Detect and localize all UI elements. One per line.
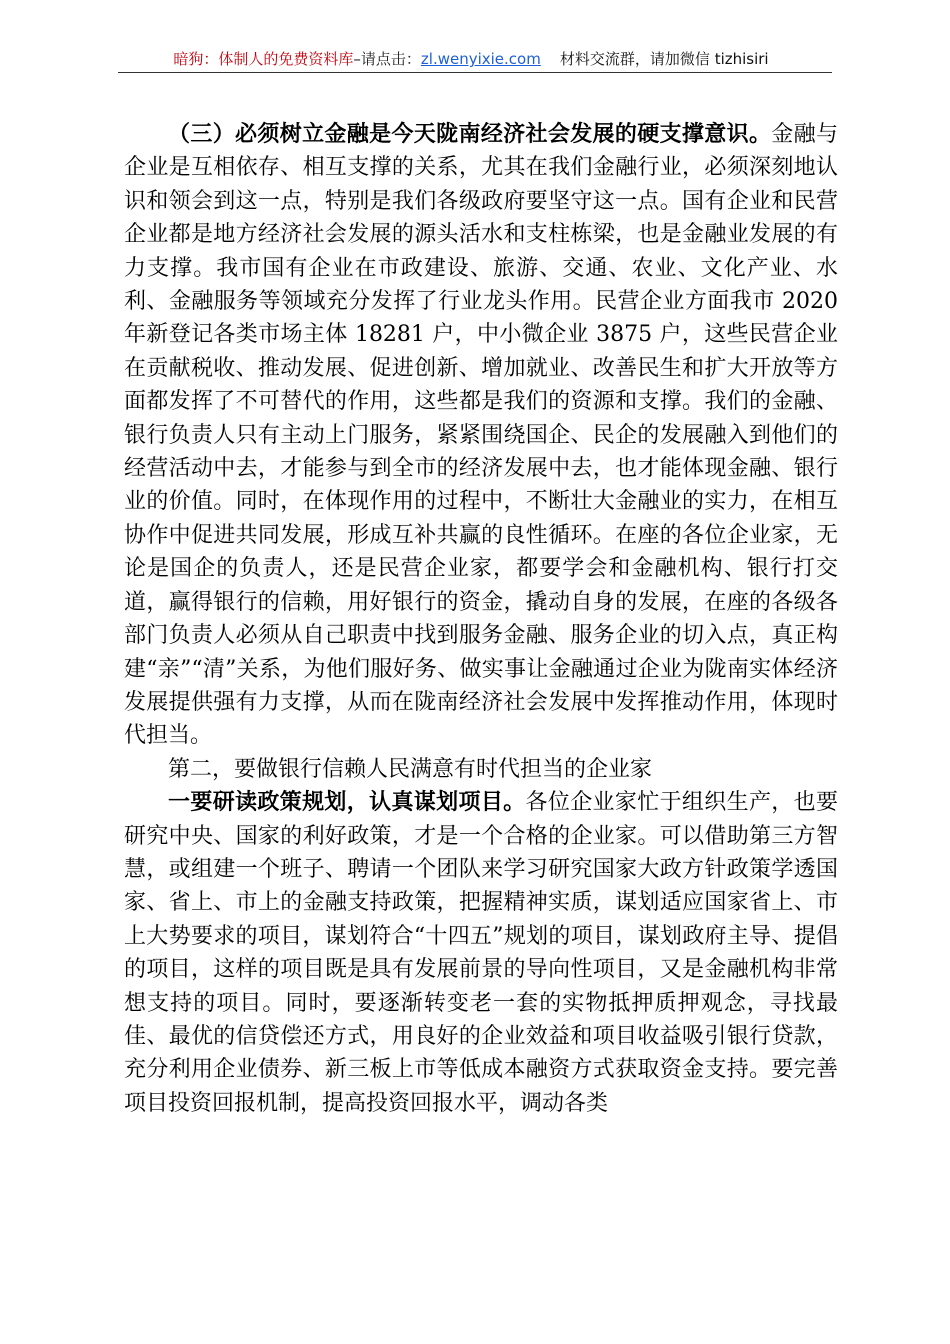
header-link[interactable]: zl.wenyixie.com: [420, 50, 541, 68]
paragraph-text: 各位企业家忙于组织生产，也要研究中央、国家的利好政策，才是一个合格的企业家。可以借助第三方智慧，或组建一个班子、聘请一个团队来学习研究国家大政方针政策学透国家、省上、市上的金融支持政策，把握精神实质，谋划适应国家省上、市上大势要求的项目，谋划符合“十四五”规划的项目，谋划政府主导、提倡的项目，这样的项目既是具有发展前景的导向性项目，又是金融机构非常想支持的项目。同时，要逐渐转变老一套的实物抵押质押观念，寻找最佳、最优的信贷偿还方式，用良好的企业效益和项目收益吸引银行贷款，充分利用企业债券、新三板上市等低成本融资方式获取资金支持。要完善项目投资回报机制，提高投资回报水平，调动各类: [124, 790, 838, 1116]
header-divider: [118, 72, 832, 73]
header-prompt: –请点击：: [353, 50, 421, 68]
document-body: [124, 118, 838, 1120]
header-group-note: 材料交流群，请加微信 tizhisiri: [559, 50, 769, 68]
paragraph-finance-support: [124, 118, 838, 753]
header-brand: 暗狗：体制人的免费资料库: [173, 50, 354, 68]
paragraph-text: 第二，要做银行信赖人民满意有时代担当的企业家: [168, 756, 653, 782]
paragraph-policy-projects: [124, 786, 838, 1120]
page-header: [118, 47, 824, 73]
paragraph-heading: （三）必须树立金融是今天陇南经济社会发展的硬支撑意识。: [168, 121, 772, 147]
paragraph-text: 金融与企业是互相依存、相互支撑的关系，尤其在我们金融行业，必须深刻地认识和领会到这一点，特别是我们各级政府要坚守这一点。国有企业和民营企业都是地方经济社会发展的源头活水和支柱栋梁，也是金融业发展的有力支撑。我市国有企业在市政建设、旅游、交通、农业、文化产业、水利、金融服务等领域充分发挥了行业龙头作用。民营企业方面我市 2020 年新登记各类市场主体 18281 户，中小微企业 3875 户，这些民营企业在贡献税收、推动发展、促进创新、增加就业、改善民生和扩大开放等方面都发挥了不可替代的作用，这些都是我们的资源和支撑。我们的金融、银行负责人只有主动上门服务，紧紧围绕国企、民企的发展融入到他们的经营活动中去，才能参与到全市的经济发展中去，也才能体现金融、银行业的价值。同时，在体现作用的过程中，不断壮大金融业的实力，在相互协作中促进共同发展，形成互补共赢的良性循环。在座的各位企业家，无论是国企的负责人，还是民营企业家，都要学会和金融机构、银行打交道，赢得银行的信赖，用好银行的资金，撬动自身的发展，在座的各级各部门负责人必须从自己职责中找到服务金融、服务企业的切入点，真正构建“亲”“清”关系，为他们服好务、做实事让金融通过企业为陇南实体经济发展提供强有力支撑，从而在陇南经济社会发展中发挥推动作用，体现时代担当。: [124, 122, 838, 749]
paragraph-heading: 一要研读政策规划，认真谋划项目。: [168, 789, 526, 816]
section-heading-entrepreneurs: [124, 753, 838, 786]
